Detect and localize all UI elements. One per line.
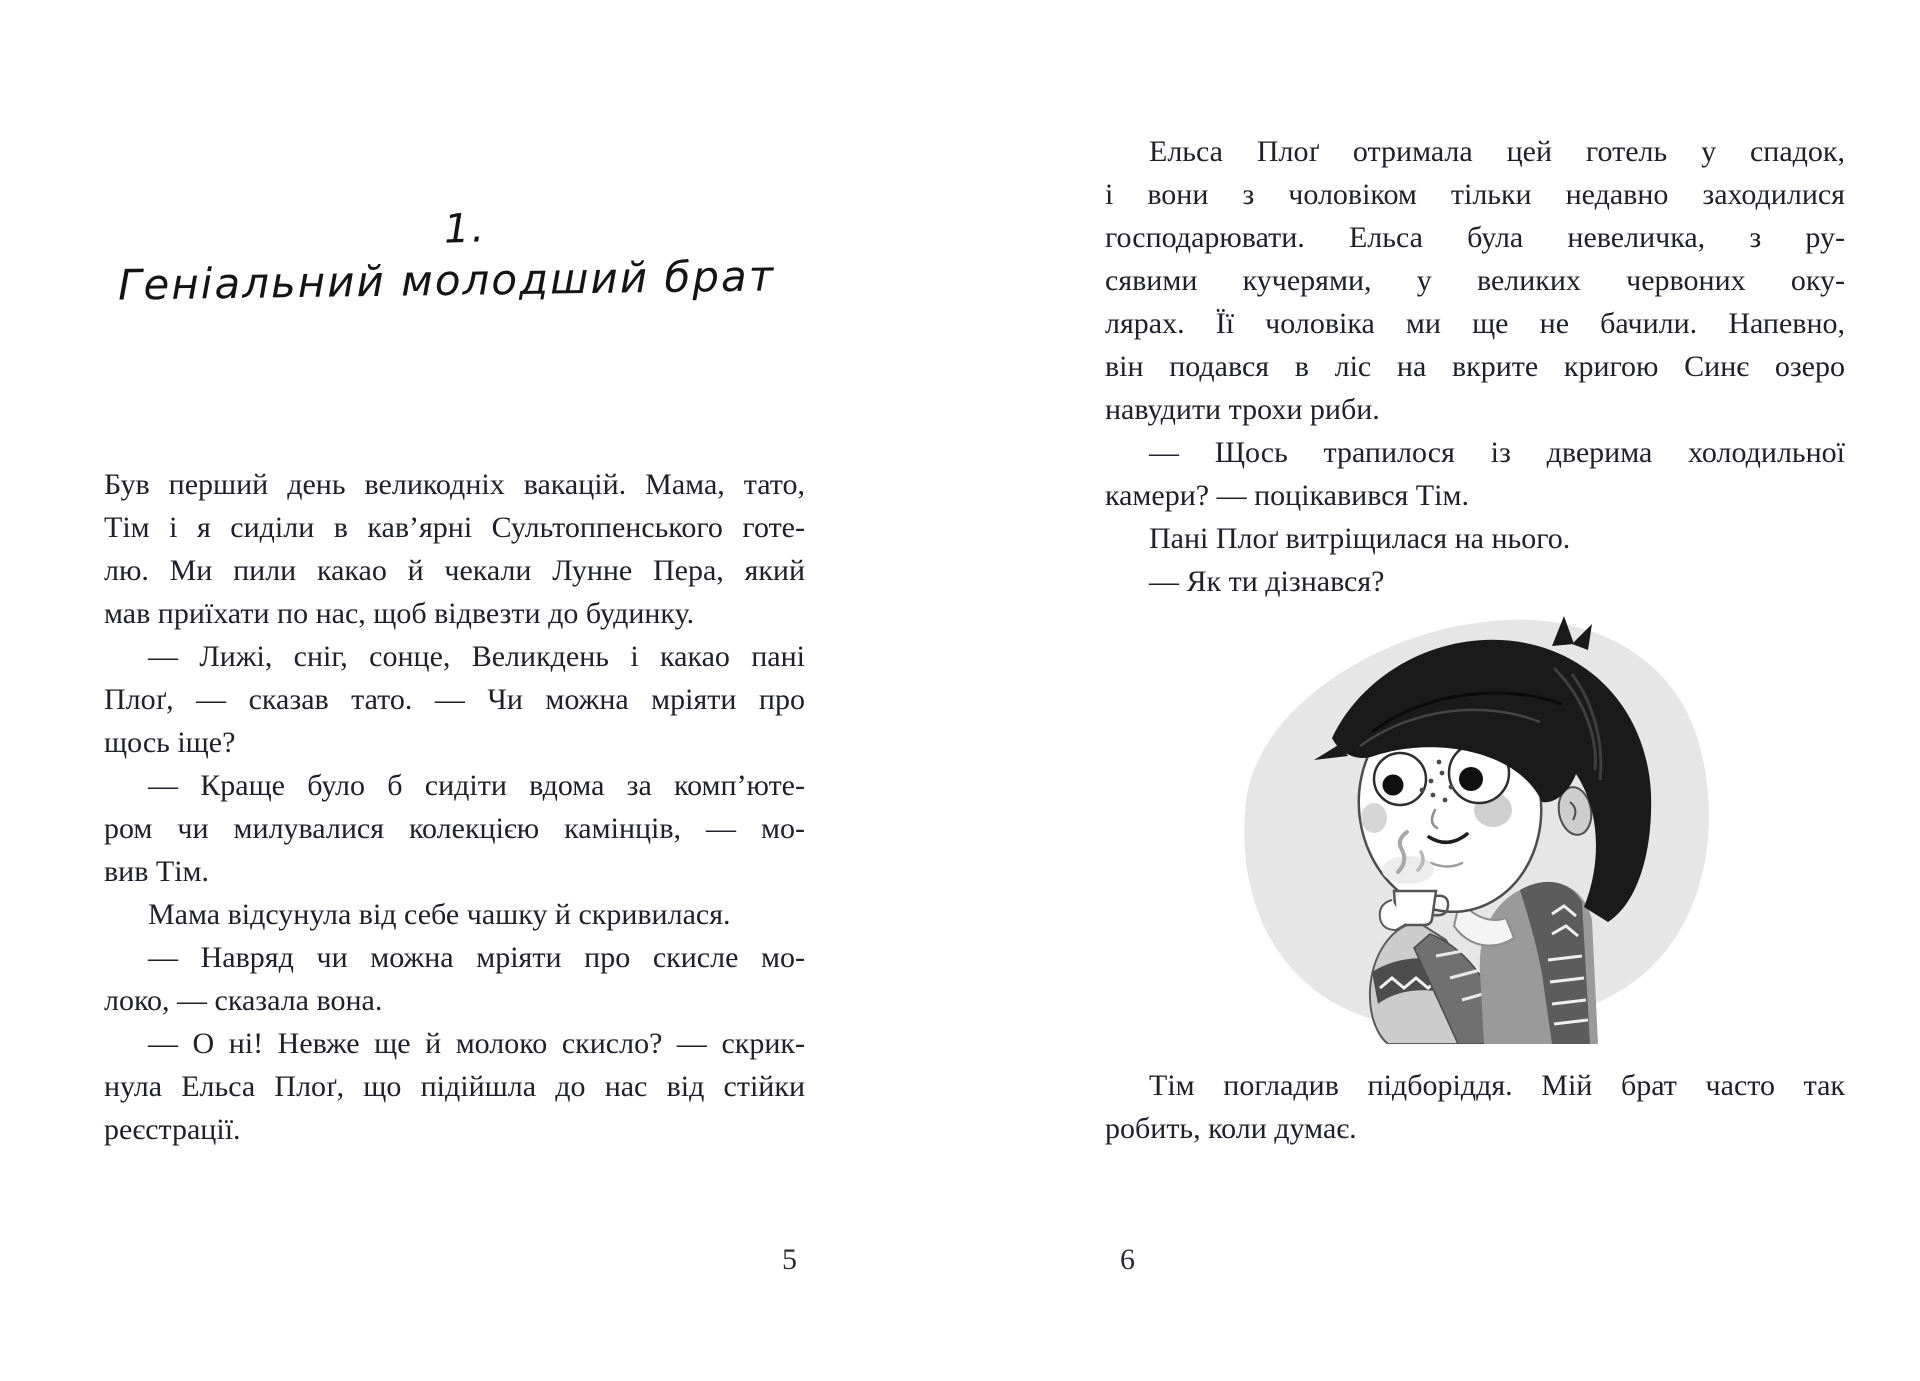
- paragraph: [104, 893, 805, 936]
- boy-cheek-left: [1361, 803, 1387, 833]
- paragraph: [104, 463, 805, 635]
- paragraph: [104, 635, 805, 764]
- paragraph: [1105, 130, 1845, 431]
- chapter-number: 1.: [443, 205, 487, 253]
- boy-pupil-right: [1459, 767, 1483, 791]
- text-line: — Лижі, сніг, сонце, Великдень і какао пані: [148, 640, 805, 673]
- text-line: Плоґ, — сказав тато. — Чи можна мріяти про: [104, 683, 805, 716]
- page-number: 5: [782, 1243, 797, 1276]
- right-page-text-top: [1105, 130, 1845, 603]
- paragraph: [104, 764, 805, 893]
- steam-puff: [1382, 856, 1434, 884]
- boy-pupil-left: [1383, 775, 1404, 796]
- chapter-title: Геніальний молодший брат: [117, 251, 776, 310]
- text-line: — Краще було б сидіти вдома за комп’юте-: [148, 769, 805, 802]
- paragraph: [1105, 431, 1845, 517]
- text-line: Ельса Плоґ отримала цей готель у спадок,: [1149, 135, 1845, 168]
- text-line: — Щось трапилося із дверима холодильної: [1149, 436, 1845, 469]
- paragraph: [1105, 517, 1845, 560]
- text-line: Тім і я сиділи в кав’ярні Сультоппенського готе-: [104, 511, 805, 544]
- text-line: — Навряд чи можна мріяти про скисле мо-: [148, 941, 805, 974]
- text-line: Був перший день великодніх вакацій. Мама, тато,: [104, 468, 805, 501]
- text-line: — О ні! Невже ще й молоко скисло? — скрик-: [148, 1027, 805, 1060]
- paragraph: [104, 1022, 805, 1151]
- text-line: — Як ти дізнався?: [1149, 565, 1385, 598]
- text-line: він подався в ліс на вкрите кригою Синє озеро: [1105, 350, 1845, 383]
- text-line: робить, коли думає.: [1105, 1112, 1357, 1145]
- boy-illustration-svg: [1222, 604, 1742, 1044]
- text-line: лю. Ми пили какао й чекали Лунне Пера, який: [104, 554, 805, 587]
- text-line: лярах. Її чоловіка ми ще не бачили. Напевно,: [1105, 307, 1845, 340]
- chapter-heading: [117, 205, 776, 310]
- text-line: мав приїхати по нас, щоб відвезти до будинку.: [104, 597, 695, 630]
- text-line: ром чи милувалися колекцією камінців, — мо-: [104, 812, 805, 845]
- paragraph: [1105, 560, 1845, 603]
- paragraph: [104, 936, 805, 1022]
- text-line: реєстрації.: [104, 1113, 241, 1146]
- text-line: камери? — поцікавився Тім.: [1105, 479, 1469, 512]
- text-line: навудити трохи риби.: [1105, 393, 1380, 426]
- text-line: сявими кучерями, у великих червоних оку-: [1105, 264, 1845, 297]
- left-page-text: [104, 463, 805, 1151]
- text-line: вив Тім.: [104, 855, 210, 888]
- text-line: нула Ельса Плоґ, що підійшла до нас від стійки: [104, 1070, 805, 1103]
- right-page-text-bottom: [1105, 1064, 1845, 1150]
- page-number: 6: [1120, 1243, 1135, 1276]
- text-line: Тім погладив підборіддя. Мій брат часто так: [1149, 1069, 1845, 1102]
- boy-illustration: [1222, 604, 1742, 1049]
- text-line: локо, — сказала вона.: [104, 984, 383, 1017]
- text-line: Пані Плоґ витріщилася на нього.: [1149, 522, 1571, 555]
- text-line: щось іще?: [104, 726, 236, 759]
- text-line: Мама відсунула від себе чашку й скривилася.: [148, 898, 731, 931]
- text-line: господарювати. Ельса була невеличка, з ру-: [1105, 221, 1845, 254]
- paragraph: [1105, 1064, 1845, 1150]
- text-line: і вони з чоловіком тільки недавно заходилися: [1105, 178, 1845, 211]
